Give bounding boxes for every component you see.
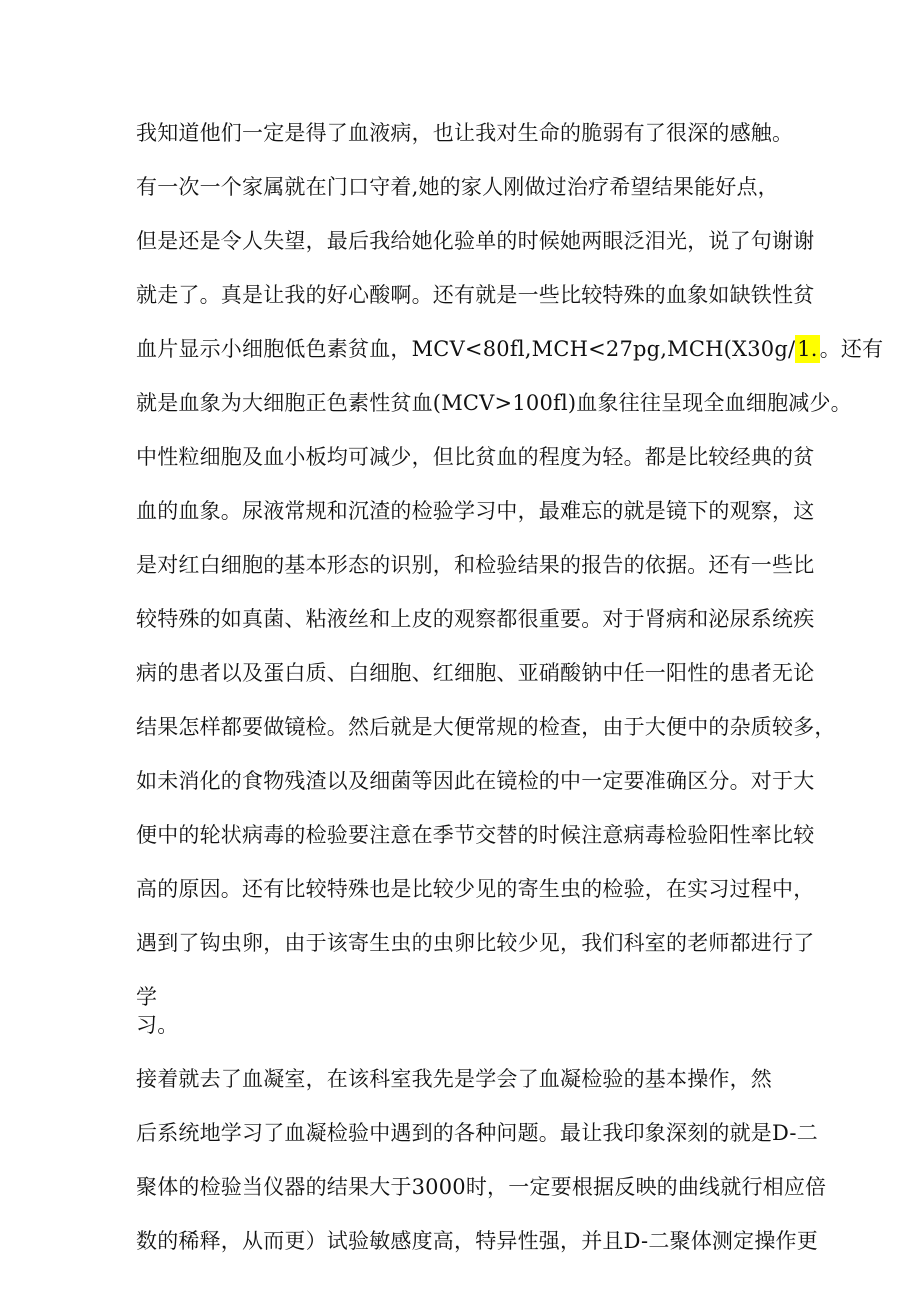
text-line-1: 我知道他们一定是得了血液病，也让我对生命的脆弱有了很深的感触。 [136, 121, 794, 145]
text-line-19: 接着就去了血凝室，在该科室我先是学会了血凝检验的基本操作，然 [136, 1067, 772, 1091]
text-line-9: 是对红白细胞的基本形态的识别，和检验结果的报告的依据。还有一些比 [136, 553, 815, 577]
text-line-12: 结果怎样都要做镜检。然后就是大便常规的检查，由于大便中的杂质较多， [136, 715, 836, 739]
text-line-5-tail: 。还有 [819, 337, 884, 361]
text-line-2: 有一次一个家属就在门口守着,她的家人刚做过治疗希望结果能好点， [136, 175, 779, 199]
text-line-18: 习。 [136, 1013, 179, 1037]
text-line-4: 就走了。真是让我的好心酸啊。还有就是一些比较特殊的血象如缺铁性贫 [136, 283, 815, 307]
text-line-17: 学 [136, 985, 158, 1009]
text-line-16: 遇到了钩虫卵，由于该寄生虫的虫卵比较少见，我们科室的老师都进行了 [136, 931, 815, 955]
text-line-22: 数的稀释，从而更）试验敏感度高，特异性强，并且D-二聚体测定操作更 [136, 1229, 818, 1253]
text-line-7: 中性粒细胞及血小板均可减少，但比贫血的程度为轻。都是比较经典的贫 [136, 445, 815, 469]
text-line-13: 如未消化的食物残渣以及细菌等因此在镜检的中一定要准确区分。对于大 [136, 769, 815, 793]
text-line-8: 血的血象。尿液常规和沉渣的检验学习中，最难忘的就是镜下的观察，这 [136, 499, 815, 523]
text-line-10: 较特殊的如真菌、粘液丝和上皮的观察都很重要。对于肾病和泌尿系统疾 [136, 607, 815, 631]
text-line-3: 但是还是令人失望，最后我给她化验单的时候她两眼泛泪光，说了句谢谢 [136, 229, 815, 253]
text-line-20: 后系统地学习了血凝检验中遇到的各种问题。最让我印象深刻的就是D-二 [136, 1121, 818, 1145]
text-line-5 [136, 334, 883, 364]
text-line-5-main: 血片显示小细胞低色素贫血，MCV<80fl,MCH<27pg,MCH(X30g/ [136, 337, 796, 361]
text-line-15: 高的原因。还有比较特殊也是比较少见的寄生虫的检验，在实习过程中， [136, 877, 815, 901]
text-line-14: 便中的轮状病毒的检验要注意在季节交替的时候注意病毒检验阳性率比较 [136, 823, 815, 847]
text-line-11: 病的患者以及蛋白质、白细胞、红细胞、亚硝酸钠中任一阳性的患者无论 [136, 661, 815, 685]
text-line-6: 就是血象为大细胞正色素性贫血(MCV>100fl)血象往往呈现全血细胞减少。 [136, 391, 852, 415]
highlighted-text: 1. [797, 337, 818, 361]
text-line-21: 聚体的检验当仪器的结果大于3000时，一定要根据反映的曲线就行相应倍 [136, 1175, 827, 1199]
